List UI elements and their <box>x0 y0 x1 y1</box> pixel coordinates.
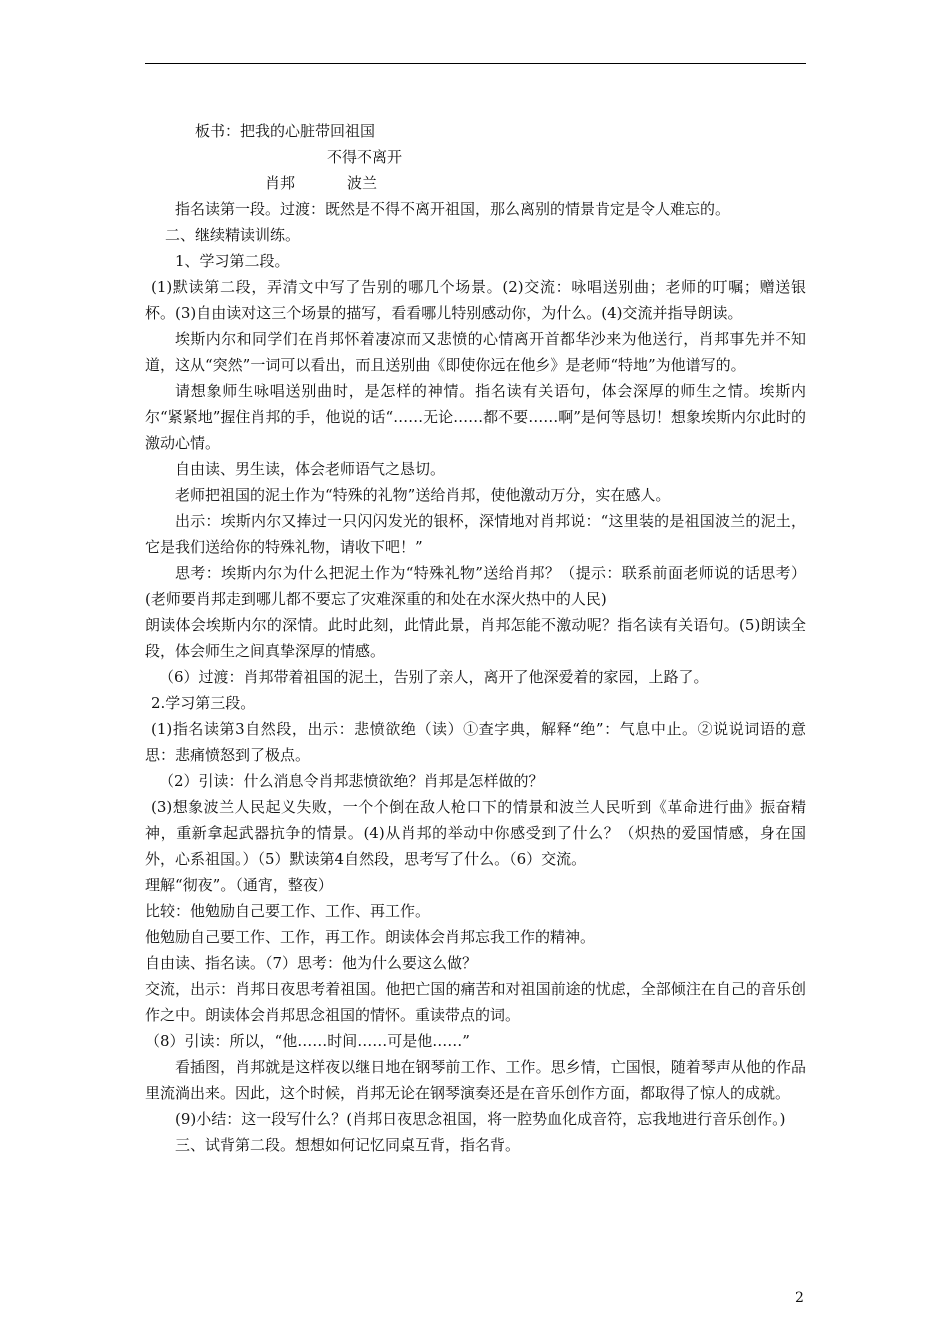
paragraph: 请想象师生咏唱送别曲时，是怎样的神情。指名读有关语句，体会深厚的师生之情。埃斯内尔“紧紧地”握住肖邦的手，他说的话“……无论……都不要……啊”是何等恳切！想象埃斯内尔此时的激动心情。 <box>145 382 806 452</box>
paragraph: 比较：他勉励自己要工作、工作、再工作。 <box>145 902 431 920</box>
paragraph: 看插图，肖邦就是这样夜以继日地在钢琴前工作、工作。思乡情，亡国恨，随着琴声从他的作品里流淌出来。因此，这个时候，肖邦无论在钢琴演奏还是在音乐创作方面，都取得了惊人的成就。 <box>145 1058 806 1102</box>
paragraph: 朗读体会埃斯内尔的深情。此时此刻，此情此景，肖邦怎能不激动呢？指名读有关语句。(5)朗读全段，体会师生之间真挚深厚的情感。 <box>145 616 806 660</box>
section-heading: 二、继续精读训练。 <box>165 226 301 244</box>
board-line-2: 不得不离开 <box>327 148 403 166</box>
paragraph: 出示：埃斯内尔又捧过一只闪闪发光的银杯，深情地对肖邦说：“这里装的是祖国波兰的泥土，它是我们送给你的特殊礼物，请收下吧！” <box>145 512 806 556</box>
paragraph: （8）引读：所以，“他……时间……可是他……” <box>145 1032 470 1050</box>
section-heading: 三、试背第二段。想想如何记忆同桌互背，指名背。 <box>175 1136 521 1154</box>
subsection-heading: 1、学习第二段。 <box>175 252 290 270</box>
paragraph: 他勉励自己要工作、工作，再工作。朗读体会肖邦忘我工作的精神。 <box>145 928 596 946</box>
header-rule <box>145 63 806 64</box>
board-chopin: 肖邦 <box>265 174 296 192</box>
paragraph: (3)想象波兰人民起义失败，一个个倒在敌人枪口下的情景和波兰人民听到《革命进行曲》振奋精神，重新拿起武器抗争的情景。(4)从肖邦的举动中你感受到了什么？（炽热的爱国情感，身在国外，心系祖国。）（5）默读第4自然段，思考写了什么。（6）交流。 <box>145 798 806 868</box>
board-line-1: 板书：把我的心脏带回祖国 <box>195 122 376 140</box>
paragraph: 理解“彻夜”。（通宵，整夜） <box>145 876 333 894</box>
paragraph: 指名读第一段。过渡：既然是不得不离开祖国，那么离别的情景肯定是令人难忘的。 <box>175 200 731 218</box>
paragraph: （6）过渡：肖邦带着祖国的泥土，告别了亲人，离开了他深爱着的家园，上路了。 <box>159 668 709 686</box>
paragraph: 自由读、男生读，体会老师语气之恳切。 <box>175 460 446 478</box>
paragraph: (1)默读第二段，弄清文中写了告别的哪几个场景。(2)交流：咏唱送别曲；老师的叮嘱；赠送银杯。(3)自由读对这三个场景的描写，看看哪儿特别感动你，为什么。(4)交流并指导朗读。 <box>145 278 806 322</box>
board-poland: 波兰 <box>347 174 378 192</box>
paragraph: 埃斯内尔和同学们在肖邦怀着凄凉而又悲愤的心情离开首都华沙来为他送行，肖邦事先并不知道，这从“突然”一词可以看出，而且送别曲《即使你远在他乡》是老师“特地”为他谱写的。 <box>145 330 806 374</box>
paragraph: (9)小结：这一段写什么？(肖邦日夜思念祖国，将一腔势血化成音符，忘我地进行音乐创作。) <box>175 1110 786 1128</box>
board-line-3 <box>145 170 806 196</box>
paragraph: 老师把祖国的泥土作为“特殊的礼物”送给肖邦，使他激动万分，实在感人。 <box>175 486 671 504</box>
paragraph: (1)指名读第3自然段，出示：悲愤欲绝（读）①查字典，解释“绝”：气息中止。②说说词语的意思：悲痛愤怒到了极点。 <box>145 720 806 764</box>
paragraph: 交流，出示：肖邦日夜思考着祖国。他把亡国的痛苦和对祖国前途的忧虑，全部倾注在自己的音乐创作之中。朗读体会肖邦思念祖国的情怀。重读带点的词。 <box>145 980 806 1024</box>
document-body <box>145 118 806 1158</box>
page-number: 2 <box>795 1290 804 1306</box>
paragraph: 自由读、指名读。（7）思考：他为什么要这么做？ <box>145 954 478 972</box>
paragraph: 思考：埃斯内尔为什么把泥土作为“特殊礼物”送给肖邦？（提示：联系前面老师说的话思考）(老师要肖邦走到哪儿都不要忘了灾难深重的和处在水深火热中的人民) <box>145 564 806 608</box>
paragraph: （2）引读：什么消息令肖邦悲愤欲绝？肖邦是怎样做的？ <box>159 772 544 790</box>
subsection-heading: 2.学习第三段。 <box>151 694 256 712</box>
